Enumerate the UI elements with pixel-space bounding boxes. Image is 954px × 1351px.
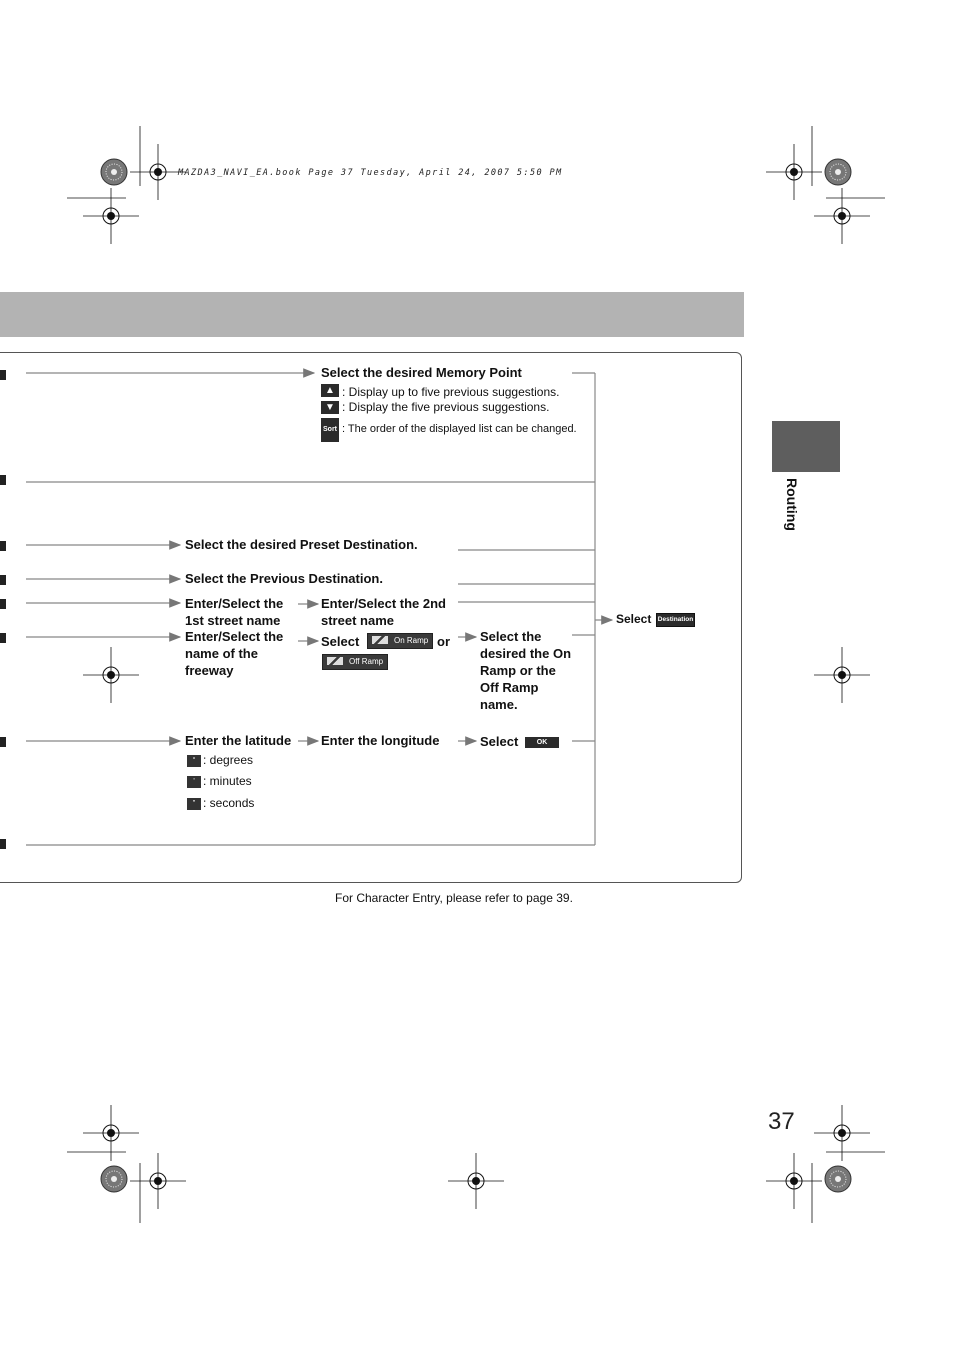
sort-button-icon: Sort [321, 418, 339, 442]
freeway-select-label: Select [321, 634, 360, 649]
minutes-key-icon: ' [187, 776, 201, 788]
freeway-name-step: Enter/Select the name of the freeway [185, 629, 284, 678]
up-arrow-icon: ▲ [321, 384, 339, 397]
minutes-note: : minutes [203, 774, 252, 788]
memory-point-step: Select the desired Memory Point [321, 365, 522, 380]
on-ramp-button-icon: On Ramp [367, 633, 433, 649]
coordinates-select-label: Select [480, 734, 519, 749]
seconds-note: : seconds [203, 796, 255, 810]
footer-note: For Character Entry, please refer to page 39. [335, 891, 573, 905]
section-tab-label: Routing [784, 478, 800, 531]
destination-button-icon: Destination [656, 613, 695, 627]
longitude-step: Enter the longitude [321, 733, 440, 748]
off-ramp-button-icon: Off Ramp [322, 654, 388, 670]
latitude-step: Enter the latitude [185, 733, 292, 748]
ramp-name-step: Select the desired the On Ramp or the Off Ramp name. [480, 629, 572, 712]
down-arrow-note: : Display the five previous suggestions. [342, 400, 550, 414]
down-arrow-icon: ▼ [321, 401, 339, 414]
seconds-key-icon: " [187, 798, 201, 810]
second-street-step: Enter/Select the 2nd street name [321, 596, 446, 628]
degrees-key-icon: ° [187, 755, 201, 767]
page-number: 37 [768, 1108, 795, 1135]
sort-note: : The order of the displayed list can be changed. [342, 423, 577, 435]
previous-destination-step: Select the Previous Destination. [185, 571, 383, 586]
result-select-label: Select [616, 612, 652, 626]
ok-button-icon: OK [525, 737, 559, 748]
first-street-step: Enter/Select the 1st street name [185, 596, 284, 628]
preset-destination-step: Select the desired Preset Destination. [185, 537, 418, 552]
print-info: MAZDA3_NAVI_EA.book Page 37 Tuesday, April 24, 2007 5:50 PM [178, 168, 563, 178]
or-label: or [437, 634, 450, 649]
degrees-note: : degrees [203, 753, 254, 767]
up-arrow-note: : Display up to five previous suggestions. [342, 385, 560, 399]
